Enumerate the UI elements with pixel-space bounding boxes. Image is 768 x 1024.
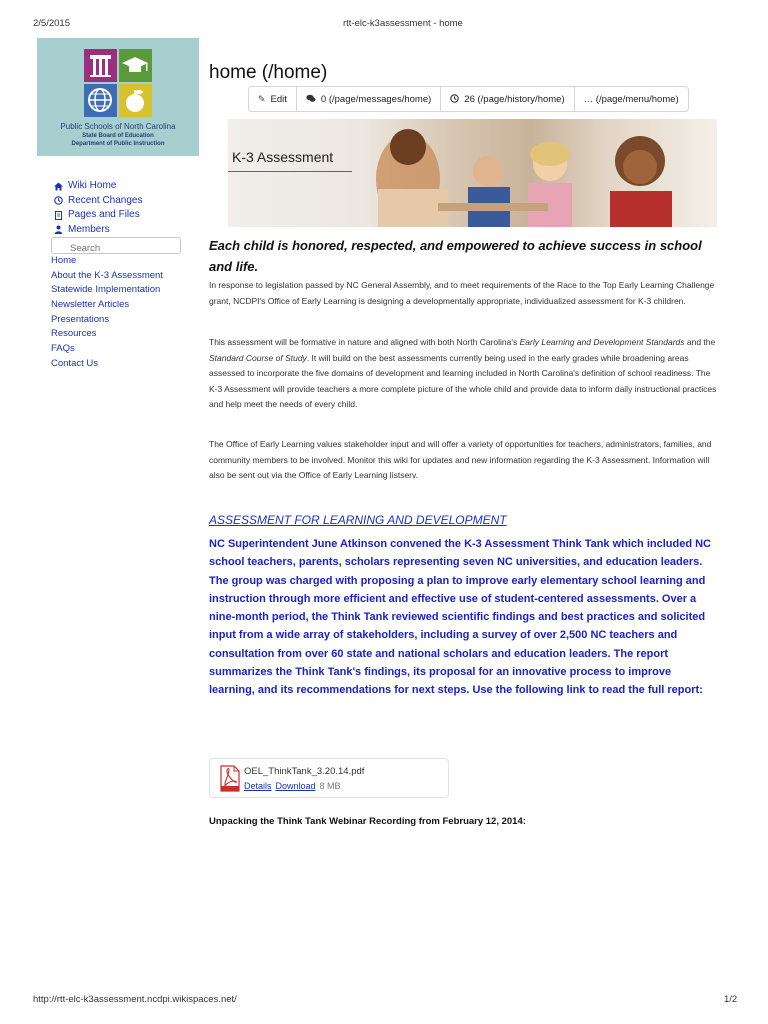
files-icon — [54, 211, 63, 220]
formative-text-b: and the — [684, 337, 716, 347]
print-url: http://rtt-elc-k3assessment.ncdpi.wikispaces.net/ — [33, 994, 237, 1005]
think-tank-paragraph: NC Superintendent June Atkinson convened the K-3 Assessment Think Tank which included NC school teachers, parents, scholars representing seven NC universities, and education leaders. The group was charged with proposing a plan to improve early elementary school learning and instruction through more efficient and effective use of student-centered assessments. Over a nine-month period, the Think Tank reviewed scientific findings and best practices and solicited input from a wide array of stakeholders, including a survey of over 2,500 NC teachers and consultation from over 60 state and national scholars and education leaders. The report summarizes the Think Tank's findings, its proposal for an innovative process to improve learning, and its recommendations for next steps. Use the following link to read the full report: — [209, 538, 711, 697]
page-toolbar — [248, 86, 689, 112]
sidebar-item-label: Recent Changes — [68, 194, 143, 206]
sidebar-link-statewide[interactable]: Statewide Implementation — [51, 284, 161, 296]
children-illustration — [358, 119, 717, 227]
search-box — [51, 237, 181, 254]
more-menu-button[interactable] — [575, 87, 688, 111]
edit-button[interactable] — [249, 87, 297, 111]
logo-quadrant-green — [119, 49, 152, 82]
intro-paragraph: In response to legislation passed by NC General Assembly, and to meet requirements of the Race to the Top Early Learning Challenge grant, NCDPI's Office of Early Learning is designing a developmentally appropriate, individualized assessment for K-3 children. — [209, 280, 715, 306]
banner-image — [228, 119, 717, 227]
user-icon — [54, 225, 63, 234]
print-date: 2/5/2015 — [33, 18, 70, 29]
attachment-meta — [244, 781, 341, 791]
pencil-icon: ✎ — [258, 93, 266, 104]
print-page-number: 1/2 — [724, 994, 738, 1005]
sidebar-item-pages-and-files[interactable] — [54, 208, 143, 223]
messages-button[interactable] — [297, 87, 441, 111]
sidebar-link-contact[interactable]: Contact Us — [51, 357, 98, 369]
page-title: home (/home) — [209, 62, 328, 83]
attachment-size: 8 MB — [319, 781, 341, 791]
sidebar-item-recent-changes[interactable] — [54, 194, 143, 209]
sidebar-link-home[interactable]: Home — [51, 255, 77, 266]
pdf-icon — [220, 765, 240, 792]
clock-icon — [450, 94, 459, 105]
comments-icon — [306, 94, 316, 105]
logo-text-line1: Public Schools of North Carolina — [60, 122, 176, 131]
webinar-heading: Unpacking the Think Tank Webinar Recording from February 12, 2014: — [209, 816, 526, 827]
section-heading-link[interactable]: ASSESSMENT FOR LEARNING AND DEVELOPMENT — [209, 513, 507, 527]
clock-icon — [54, 196, 63, 205]
sidebar-link-resources[interactable]: Resources — [51, 328, 97, 340]
logo-quadrant-yellow — [119, 84, 152, 117]
sidebar-item-label: Wiki Home — [68, 180, 117, 191]
print-doc-title: rtt-elc-k3assessment - home — [343, 18, 463, 29]
sidebar-link-faqs[interactable]: FAQs — [51, 343, 75, 355]
file-attachment — [209, 758, 449, 798]
sidebar-nav — [54, 179, 143, 237]
sidebar-item-label: Pages and Files — [68, 209, 140, 220]
details-link[interactable]: Details — [244, 781, 272, 791]
sidebar-link-newsletter[interactable]: Newsletter Articles — [51, 299, 130, 311]
edit-label: Edit — [270, 93, 287, 105]
logo-quadrant-purple — [84, 49, 117, 82]
banner-title: K-3 Assessment — [232, 149, 334, 165]
sidebar-item-label: Members — [68, 223, 110, 235]
logo-text-line3: Department of Public Instruction — [71, 141, 165, 147]
home-icon — [54, 182, 63, 191]
formative-paragraph — [209, 335, 719, 413]
logo-quadrant-blue — [84, 84, 117, 117]
sidebar-link-presentations[interactable]: Presentations — [51, 313, 110, 325]
sidebar-item-members[interactable] — [54, 223, 143, 238]
sidebar-item-wiki-home[interactable] — [54, 179, 143, 194]
formative-emphasis-standards: Early Learning and Development Standards — [519, 337, 685, 347]
formative-text-a: This assessment will be formative in nature and aligned with both North Carolina's — [209, 337, 520, 347]
attachment-filename[interactable]: OEL_ThinkTank_3.20.14.pdf — [244, 766, 365, 777]
banner-rule — [228, 171, 352, 172]
logo[interactable] — [37, 38, 199, 156]
more-menu-label: … (/page/menu/home) — [583, 93, 679, 105]
formative-emphasis-course: Standard Course of Study — [209, 352, 307, 363]
sidebar-link-about[interactable]: About the K-3 Assessment — [51, 269, 163, 281]
history-label: 26 (/page/history/home) — [464, 93, 565, 105]
stakeholder-paragraph: The Office of Early Learning values stakeholder input and will offer a variety of opportunities for teachers, administrators, families, and community members to be involved. Monitor this wiki for updates and new information regarding the K-3 Assessment. Information will also be sent out via the Office of Early Learning listserv. — [209, 439, 712, 480]
sidebar-links — [51, 254, 163, 372]
download-link[interactable]: Download — [275, 781, 316, 791]
logo-text-line2: State Board of Education — [82, 133, 154, 139]
formative-text-c: . It will build on the best assessments currently being used in the early grades while broadening areas assessed to incorporate the five domains of development and learning included in North Carolina's definition of school readiness. The K-3 Assessment will provide teachers a more complete picture of the whole child and provide data to inform daily instructional practices and help meet the needs of every child. — [209, 352, 717, 409]
history-button[interactable] — [441, 87, 574, 111]
tagline: Each child is honored, respected, and empowered to achieve success in school and life. — [209, 238, 702, 274]
messages-label: 0 (/page/messages/home) — [320, 93, 432, 105]
